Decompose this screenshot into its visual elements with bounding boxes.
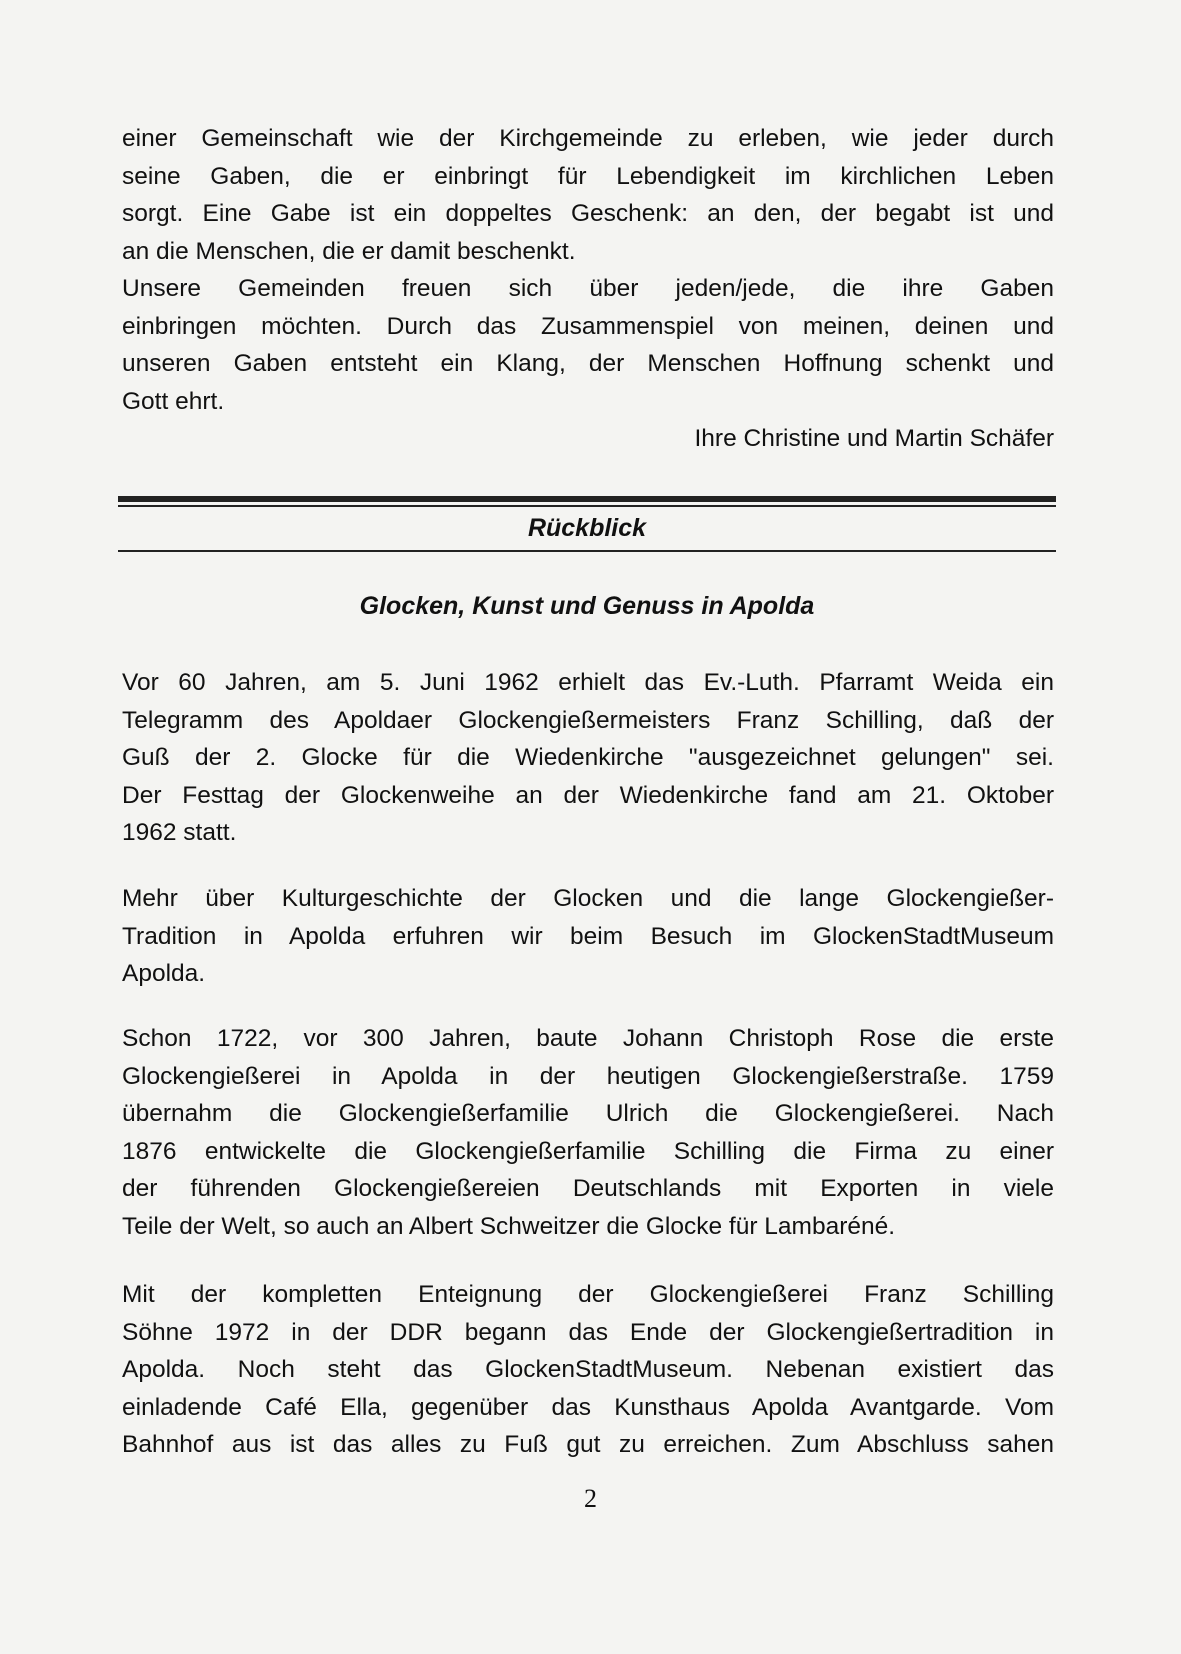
text-line: übernahm die Glockengießerfamilie Ulrich die Glockengießerei. Nach: [122, 1100, 1054, 1127]
text-line: Söhne 1972 in der DDR begann das Ende der Glockengießertradition in: [122, 1318, 1054, 1346]
section-title: Rückblick: [527, 514, 647, 542]
text-line: Tradition in Apolda erfuhren wir beim Besuch im GlockenStadtMuseum: [122, 922, 1054, 950]
text-line: Schon 1722, vor 300 Jahren, baute Johann Christoph Rose die erste: [122, 1025, 1054, 1052]
text-line: Telegramm des Apoldaer Glockengießermeisters Franz Schilling, daß der: [122, 706, 1054, 734]
section-rule-top: [118, 496, 1056, 502]
text-line: sorgt. Eine Gabe ist ein doppeltes Geschenk: an den, der begabt ist und: [122, 200, 1054, 227]
intro-paragraph-1: [122, 120, 1054, 270]
text-line: unseren Gaben entsteht ein Klang, der Menschen Hoffnung schenkt und: [122, 350, 1054, 377]
section-rule-top-thin: [118, 505, 1056, 507]
text-line: Der Festtag der Glockenweihe an der Wiedenkirche fand am 21. Oktober: [122, 781, 1054, 809]
text-line: Mit der kompletten Enteignung der Glockengießerei Franz Schilling: [122, 1281, 1054, 1308]
text-line: einbringen möchten. Durch das Zusammenspiel von meinen, deinen und: [122, 312, 1054, 340]
article-paragraph-4: [122, 1276, 1054, 1464]
text-line: Gott ehrt.: [122, 387, 225, 415]
text-line: 1876 entwickelte die Glockengießerfamilie Schilling die Firma zu einer: [122, 1137, 1054, 1165]
text-line: Guß der 2. Glocke für die Wiedenkirche "ausgezeichnet gelungen" sei.: [122, 744, 1054, 771]
text-line: Mehr über Kulturgeschichte der Glocken und die lange Glockengießer-: [122, 885, 1054, 912]
article-paragraph-3: [122, 1020, 1054, 1245]
article-paragraph-1: [122, 664, 1054, 852]
article-paragraph-2: [122, 880, 1054, 993]
text-line: an die Menschen, die er damit beschenkt.: [122, 237, 576, 265]
text-line: der führenden Glockengießereien Deutschlands mit Exporten in viele: [122, 1175, 1054, 1202]
section-rule-bottom: [118, 550, 1056, 552]
text-line: seine Gaben, die er einbringt für Lebendigkeit im kirchlichen Leben: [122, 162, 1054, 190]
text-line: Apolda. Noch steht das GlockenStadtMuseum. Nebenan existiert das: [122, 1356, 1054, 1383]
text-line: einer Gemeinschaft wie der Kirchgemeinde zu erleben, wie jeder durch: [122, 125, 1054, 152]
article-title: Glocken, Kunst und Genuss in Apolda: [359, 592, 815, 620]
page-number: 2: [584, 1484, 597, 1513]
text-line: Glockengießerei in Apolda in der heutigen Glockengießerstraße. 1759: [122, 1062, 1054, 1090]
text-line: Teile der Welt, so auch an Albert Schweitzer die Glocke für Lambaréné.: [122, 1212, 896, 1240]
text-line: 1962 statt.: [122, 819, 237, 846]
signature: Ihre Christine und Martin Schäfer: [694, 425, 1054, 452]
text-line: Vor 60 Jahren, am 5. Juni 1962 erhielt das Ev.-Luth. Pfarramt Weida ein: [122, 669, 1054, 696]
text-line: Bahnhof aus ist das alles zu Fuß gut zu erreichen. Zum Abschluss sahen: [122, 1431, 1054, 1458]
text-line: Apolda.: [122, 960, 206, 987]
text-line: einladende Café Ella, gegenüber das Kunsthaus Apolda Avantgarde. Vom: [122, 1393, 1054, 1421]
intro-paragraph-2: [122, 270, 1054, 420]
text-line: Unsere Gemeinden freuen sich über jeden/jede, die ihre Gaben: [122, 275, 1054, 302]
